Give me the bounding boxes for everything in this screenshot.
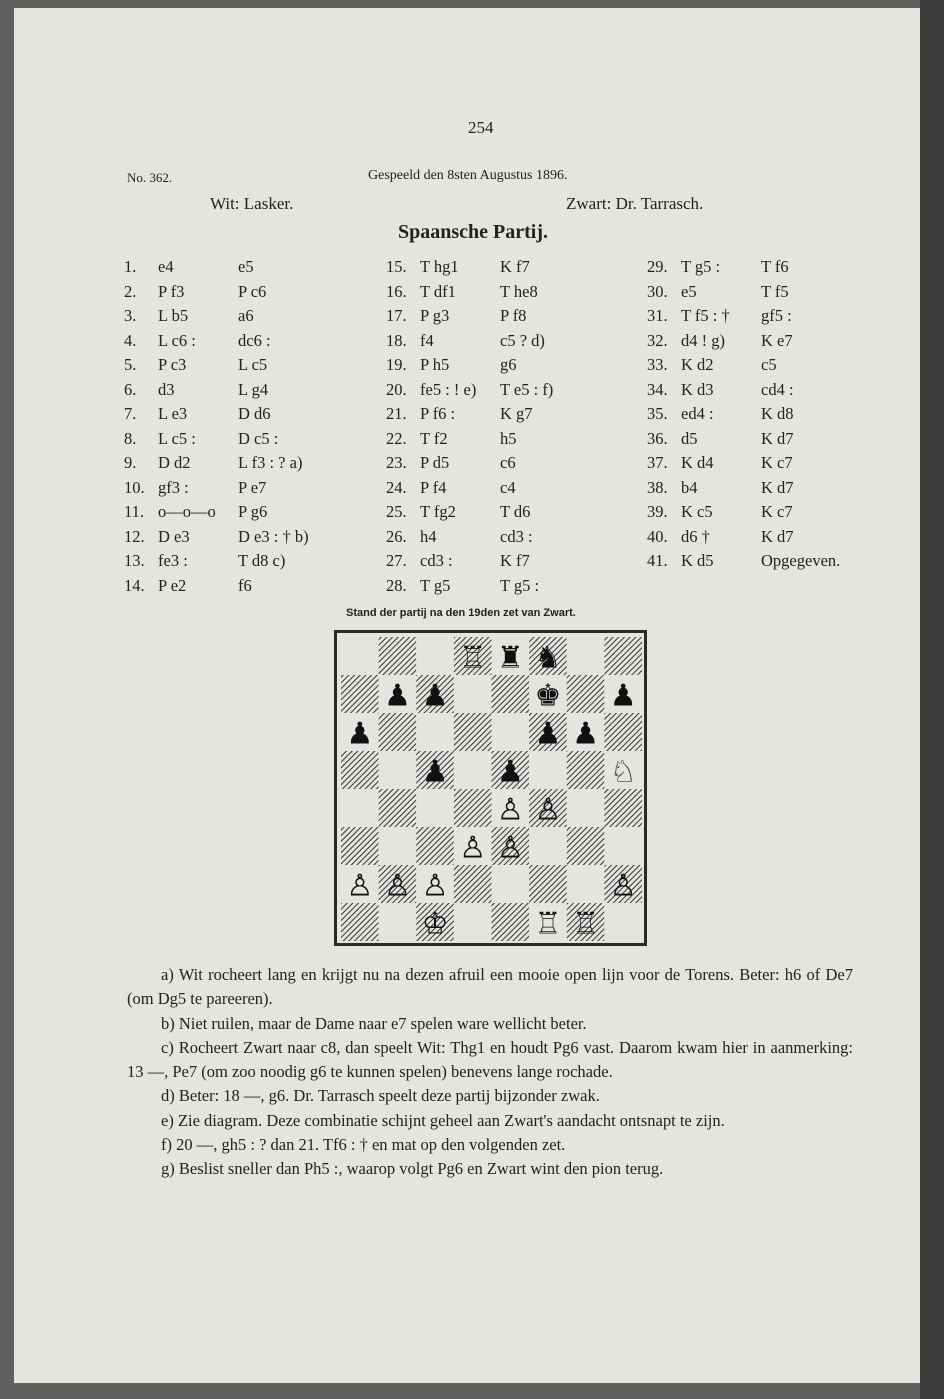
white-move: f4 bbox=[420, 330, 434, 350]
board-square bbox=[604, 903, 642, 941]
white-move: gf3 : bbox=[158, 477, 189, 497]
move-number: 15. bbox=[386, 257, 407, 276]
black-move: f6 bbox=[238, 575, 252, 595]
black-move: cd4 : bbox=[761, 379, 794, 399]
white-king-icon: ♔ bbox=[421, 906, 449, 941]
move-number: 32. bbox=[647, 330, 668, 350]
board-square bbox=[492, 713, 530, 751]
white-move: K c5 bbox=[681, 502, 713, 521]
chess-board bbox=[341, 637, 642, 941]
white-rook-icon: ♖ bbox=[459, 640, 487, 676]
move-number: 34. bbox=[647, 379, 668, 399]
board-square bbox=[416, 827, 454, 865]
black-move: T d8 c) bbox=[238, 551, 286, 570]
board-square bbox=[604, 827, 642, 865]
black-move: T he8 bbox=[500, 281, 538, 301]
board-square bbox=[379, 637, 417, 675]
white-move: fe3 : bbox=[158, 551, 188, 570]
white-pawn-icon: ♙ bbox=[496, 830, 524, 866]
black-king-icon: ♚ bbox=[534, 678, 562, 714]
black-knight-icon: ♞ bbox=[534, 640, 562, 676]
move-number: 28. bbox=[386, 575, 407, 595]
white-move: cd3 : bbox=[420, 551, 453, 570]
white-move: d4 ! g) bbox=[681, 330, 725, 350]
white-move: P g3 bbox=[420, 306, 450, 325]
black-move: T d6 bbox=[500, 502, 531, 521]
board-square bbox=[604, 713, 642, 751]
move-number: 33. bbox=[647, 355, 668, 374]
move-number: 18. bbox=[386, 330, 407, 350]
white-move: T f2 bbox=[420, 428, 448, 448]
footnote: a) Wit rocheert lang en krijgt nu na dezen afruil een mooie open lijn voor de Torens. Beter: h6 of De7 (om Dg5 te pareeren). bbox=[127, 965, 853, 1009]
black-move: T f6 bbox=[761, 257, 789, 276]
move-number: 13. bbox=[124, 551, 145, 570]
black-move: T g5 : bbox=[500, 575, 540, 595]
board-square bbox=[379, 789, 417, 827]
white-move: P e2 bbox=[158, 575, 187, 595]
black-move: D c5 : bbox=[238, 428, 279, 448]
move-number: 6. bbox=[124, 379, 137, 399]
black-pawn-icon: ♟ bbox=[421, 754, 449, 790]
footnote: e) Zie diagram. Deze combinatie schijnt geheel aan Zwart's aandacht ontsnapt te zijn. bbox=[161, 1110, 725, 1130]
board-square bbox=[567, 637, 605, 675]
board-square bbox=[454, 675, 492, 713]
white-move: ed4 : bbox=[681, 404, 714, 423]
black-move: D e3 : † b) bbox=[238, 526, 309, 546]
black-rook-icon: ♜ bbox=[496, 640, 524, 676]
move-number: 3. bbox=[124, 306, 137, 325]
board-square bbox=[567, 827, 605, 865]
board-square bbox=[492, 903, 530, 941]
white-move: T g5 : bbox=[681, 257, 721, 276]
move-number: 9. bbox=[124, 453, 137, 472]
white-move: D d2 bbox=[158, 453, 191, 472]
black-move: P c6 bbox=[238, 281, 267, 301]
black-move: e5 bbox=[238, 257, 254, 276]
move-number: 1. bbox=[124, 257, 137, 276]
white-move: K d5 bbox=[681, 551, 714, 570]
white-move: L c5 : bbox=[158, 428, 196, 448]
game-title: Spaansche Partij. bbox=[398, 221, 548, 243]
black-move: c4 bbox=[500, 477, 516, 497]
black-pawn-icon: ♟ bbox=[383, 678, 411, 714]
footnote: d) Beter: 18 —, g6. Dr. Tarrasch speelt deze partij bijzonder zwak. bbox=[161, 1086, 600, 1106]
white-move: K d3 bbox=[681, 379, 714, 399]
black-move: K d7 bbox=[761, 428, 794, 448]
black-move: K f7 bbox=[500, 257, 530, 276]
board-square bbox=[604, 637, 642, 675]
black-move: a6 bbox=[238, 306, 254, 325]
footnote: b) Niet ruilen, maar de Dame naar e7 spelen ware wellicht beter. bbox=[161, 1013, 587, 1033]
white-move: L e3 bbox=[158, 404, 188, 423]
black-pawn-icon: ♟ bbox=[346, 716, 374, 752]
black-move: K d8 bbox=[761, 404, 794, 423]
white-move: K d2 bbox=[681, 355, 714, 374]
white-rook-icon: ♖ bbox=[534, 906, 562, 941]
board-square bbox=[416, 713, 454, 751]
board-square bbox=[379, 751, 417, 789]
board-square bbox=[341, 789, 379, 827]
black-pawn-icon: ♟ bbox=[609, 678, 637, 714]
move-number: 29. bbox=[647, 257, 668, 276]
black-move: L g4 bbox=[238, 379, 269, 399]
move-number: 31. bbox=[647, 306, 668, 325]
chess-diagram bbox=[334, 630, 647, 946]
black-move: D d6 bbox=[238, 404, 271, 423]
white-move: h4 bbox=[420, 526, 437, 546]
black-move: K g7 bbox=[500, 404, 533, 423]
black-move: P e7 bbox=[238, 477, 267, 497]
move-number: 27. bbox=[386, 551, 407, 570]
move-number: 41. bbox=[647, 551, 668, 570]
move-number: 14. bbox=[124, 575, 145, 595]
white-move: T g5 bbox=[420, 575, 451, 595]
white-move: o—o—o bbox=[158, 502, 216, 521]
board-square bbox=[492, 675, 530, 713]
move-number: 21. bbox=[386, 404, 407, 423]
white-move: e5 bbox=[681, 281, 697, 301]
page-number: 254 bbox=[468, 118, 494, 137]
black-move: c6 bbox=[500, 453, 516, 472]
white-pawn-icon: ♙ bbox=[609, 868, 637, 904]
black-pawn-icon: ♟ bbox=[534, 716, 562, 752]
white-move: fe5 : ! e) bbox=[420, 379, 477, 399]
white-pawn-icon: ♙ bbox=[421, 868, 449, 904]
board-square bbox=[567, 751, 605, 789]
move-number: 17. bbox=[386, 306, 407, 325]
white-move: P c3 bbox=[158, 355, 187, 374]
board-square bbox=[454, 865, 492, 903]
board-square bbox=[567, 789, 605, 827]
move-number: 8. bbox=[124, 428, 137, 448]
white-move: T fg2 bbox=[420, 502, 456, 521]
board-square bbox=[492, 865, 530, 903]
board-square bbox=[416, 789, 454, 827]
move-number: 19. bbox=[386, 355, 407, 374]
move-number: 23. bbox=[386, 453, 407, 472]
white-move: D e3 bbox=[158, 526, 190, 546]
board-square bbox=[416, 637, 454, 675]
board-square bbox=[341, 827, 379, 865]
move-number: 12. bbox=[124, 526, 145, 546]
move-number: 10. bbox=[124, 477, 145, 497]
board-square bbox=[341, 675, 379, 713]
board-square bbox=[379, 827, 417, 865]
footnotes bbox=[127, 963, 853, 1182]
black-move: gf5 : bbox=[761, 306, 792, 325]
white-move: d6 † bbox=[681, 526, 710, 546]
game-date: Gespeeld den 8sten Augustus 1896. bbox=[368, 168, 568, 183]
white-move: e4 bbox=[158, 257, 174, 276]
game-number: No. 362. bbox=[127, 170, 173, 185]
black-move: K d7 bbox=[761, 526, 794, 546]
white-move: P h5 bbox=[420, 355, 450, 374]
black-move: K d7 bbox=[761, 477, 794, 497]
move-number: 16. bbox=[386, 281, 407, 301]
board-square bbox=[567, 675, 605, 713]
move-number: 35. bbox=[647, 404, 668, 423]
move-number: 4. bbox=[124, 330, 137, 350]
black-move: K f7 bbox=[500, 551, 530, 570]
white-move: P f4 bbox=[420, 477, 447, 497]
move-number: 24. bbox=[386, 477, 407, 497]
black-pawn-icon: ♟ bbox=[572, 716, 600, 752]
move-number: 7. bbox=[124, 404, 137, 423]
black-move: dc6 : bbox=[238, 330, 271, 350]
board-square bbox=[379, 713, 417, 751]
move-number: 30. bbox=[647, 281, 668, 301]
white-move: L c6 : bbox=[158, 330, 196, 350]
move-number: 39. bbox=[647, 502, 668, 521]
black-move: c5 bbox=[761, 355, 777, 374]
black-move: L f3 : ? a) bbox=[238, 453, 303, 472]
board-square bbox=[379, 903, 417, 941]
footnote: c) Rocheert Zwart naar c8, dan speelt Wit: Thg1 en houdt Pg6 vast. Daarom kwam hier in aanmerking: 13 —, Pe7 (om zoo noodig g6 te kunnen spelen) benevens lange rochade. bbox=[127, 1037, 853, 1082]
white-move: d3 bbox=[158, 379, 175, 399]
black-move: K c7 bbox=[761, 502, 793, 521]
board-square bbox=[529, 827, 567, 865]
black-move: K c7 bbox=[761, 453, 793, 472]
black-pawn-icon: ♟ bbox=[421, 678, 449, 714]
black-move: T f5 bbox=[761, 281, 789, 301]
black-move: P g6 bbox=[238, 502, 268, 521]
black-move: h5 bbox=[500, 428, 517, 448]
move-number: 36. bbox=[647, 428, 668, 448]
white-move: T f5 : † bbox=[681, 306, 730, 325]
diagram-caption: Stand der partij na den 19den zet van Zwart. bbox=[346, 607, 576, 619]
move-number: 37. bbox=[647, 453, 668, 472]
board-square bbox=[341, 751, 379, 789]
black-move: P f8 bbox=[500, 306, 527, 325]
white-move: T hg1 bbox=[420, 257, 459, 276]
footnote: g) Beslist sneller dan Ph5 :, waarop volgt Pg6 en Zwart wint den pion terug. bbox=[161, 1159, 664, 1179]
move-number: 26. bbox=[386, 526, 407, 546]
white-knight-icon: ♘ bbox=[609, 754, 637, 790]
move-number: 2. bbox=[124, 281, 137, 301]
white-pawn-icon: ♙ bbox=[459, 830, 487, 866]
move-number: 38. bbox=[647, 477, 668, 497]
move-number: 5. bbox=[124, 355, 137, 374]
board-square bbox=[567, 865, 605, 903]
book-spine-edge bbox=[920, 0, 944, 1399]
footnote: f) 20 —, gh5 : ? dan 21. Tf6 : † en mat op den volgenden zet. bbox=[161, 1135, 566, 1155]
board-square bbox=[604, 789, 642, 827]
white-pawn-icon: ♙ bbox=[383, 868, 411, 904]
board-square bbox=[529, 865, 567, 903]
white-move: P d5 bbox=[420, 453, 450, 472]
white-move: d5 bbox=[681, 428, 698, 448]
move-number: 40. bbox=[647, 526, 668, 546]
black-move: g6 bbox=[500, 355, 517, 374]
white-pawn-icon: ♙ bbox=[534, 792, 562, 828]
white-pawn-icon: ♙ bbox=[496, 792, 524, 828]
board-square bbox=[341, 903, 379, 941]
black-move: K e7 bbox=[761, 330, 793, 350]
board-square bbox=[454, 751, 492, 789]
book-page bbox=[14, 8, 920, 1383]
white-pawn-icon: ♙ bbox=[346, 868, 374, 904]
board-square bbox=[529, 751, 567, 789]
white-rook-icon: ♖ bbox=[572, 906, 600, 941]
white-move: P f3 bbox=[158, 281, 185, 301]
board-square bbox=[341, 637, 379, 675]
black-player: Zwart: Dr. Tarrasch. bbox=[566, 194, 704, 213]
black-pawn-icon: ♟ bbox=[496, 754, 524, 790]
board-square bbox=[454, 789, 492, 827]
board-square bbox=[454, 903, 492, 941]
move-number: 11. bbox=[124, 502, 145, 521]
white-move: L b5 bbox=[158, 306, 189, 325]
white-move: K d4 bbox=[681, 453, 714, 472]
black-move: Opgegeven. bbox=[761, 551, 841, 570]
white-player: Wit: Lasker. bbox=[210, 194, 294, 213]
board-square bbox=[454, 713, 492, 751]
move-number: 25. bbox=[386, 502, 407, 521]
white-move: P f6 : bbox=[420, 404, 456, 423]
white-move: T df1 bbox=[420, 281, 456, 301]
black-move: c5 ? d) bbox=[500, 330, 545, 350]
white-move: b4 bbox=[681, 477, 698, 497]
move-number: 20. bbox=[386, 379, 407, 399]
black-move: T e5 : f) bbox=[500, 379, 554, 399]
black-move: cd3 : bbox=[500, 526, 533, 546]
move-number: 22. bbox=[386, 428, 407, 448]
black-move: L c5 bbox=[238, 355, 268, 374]
